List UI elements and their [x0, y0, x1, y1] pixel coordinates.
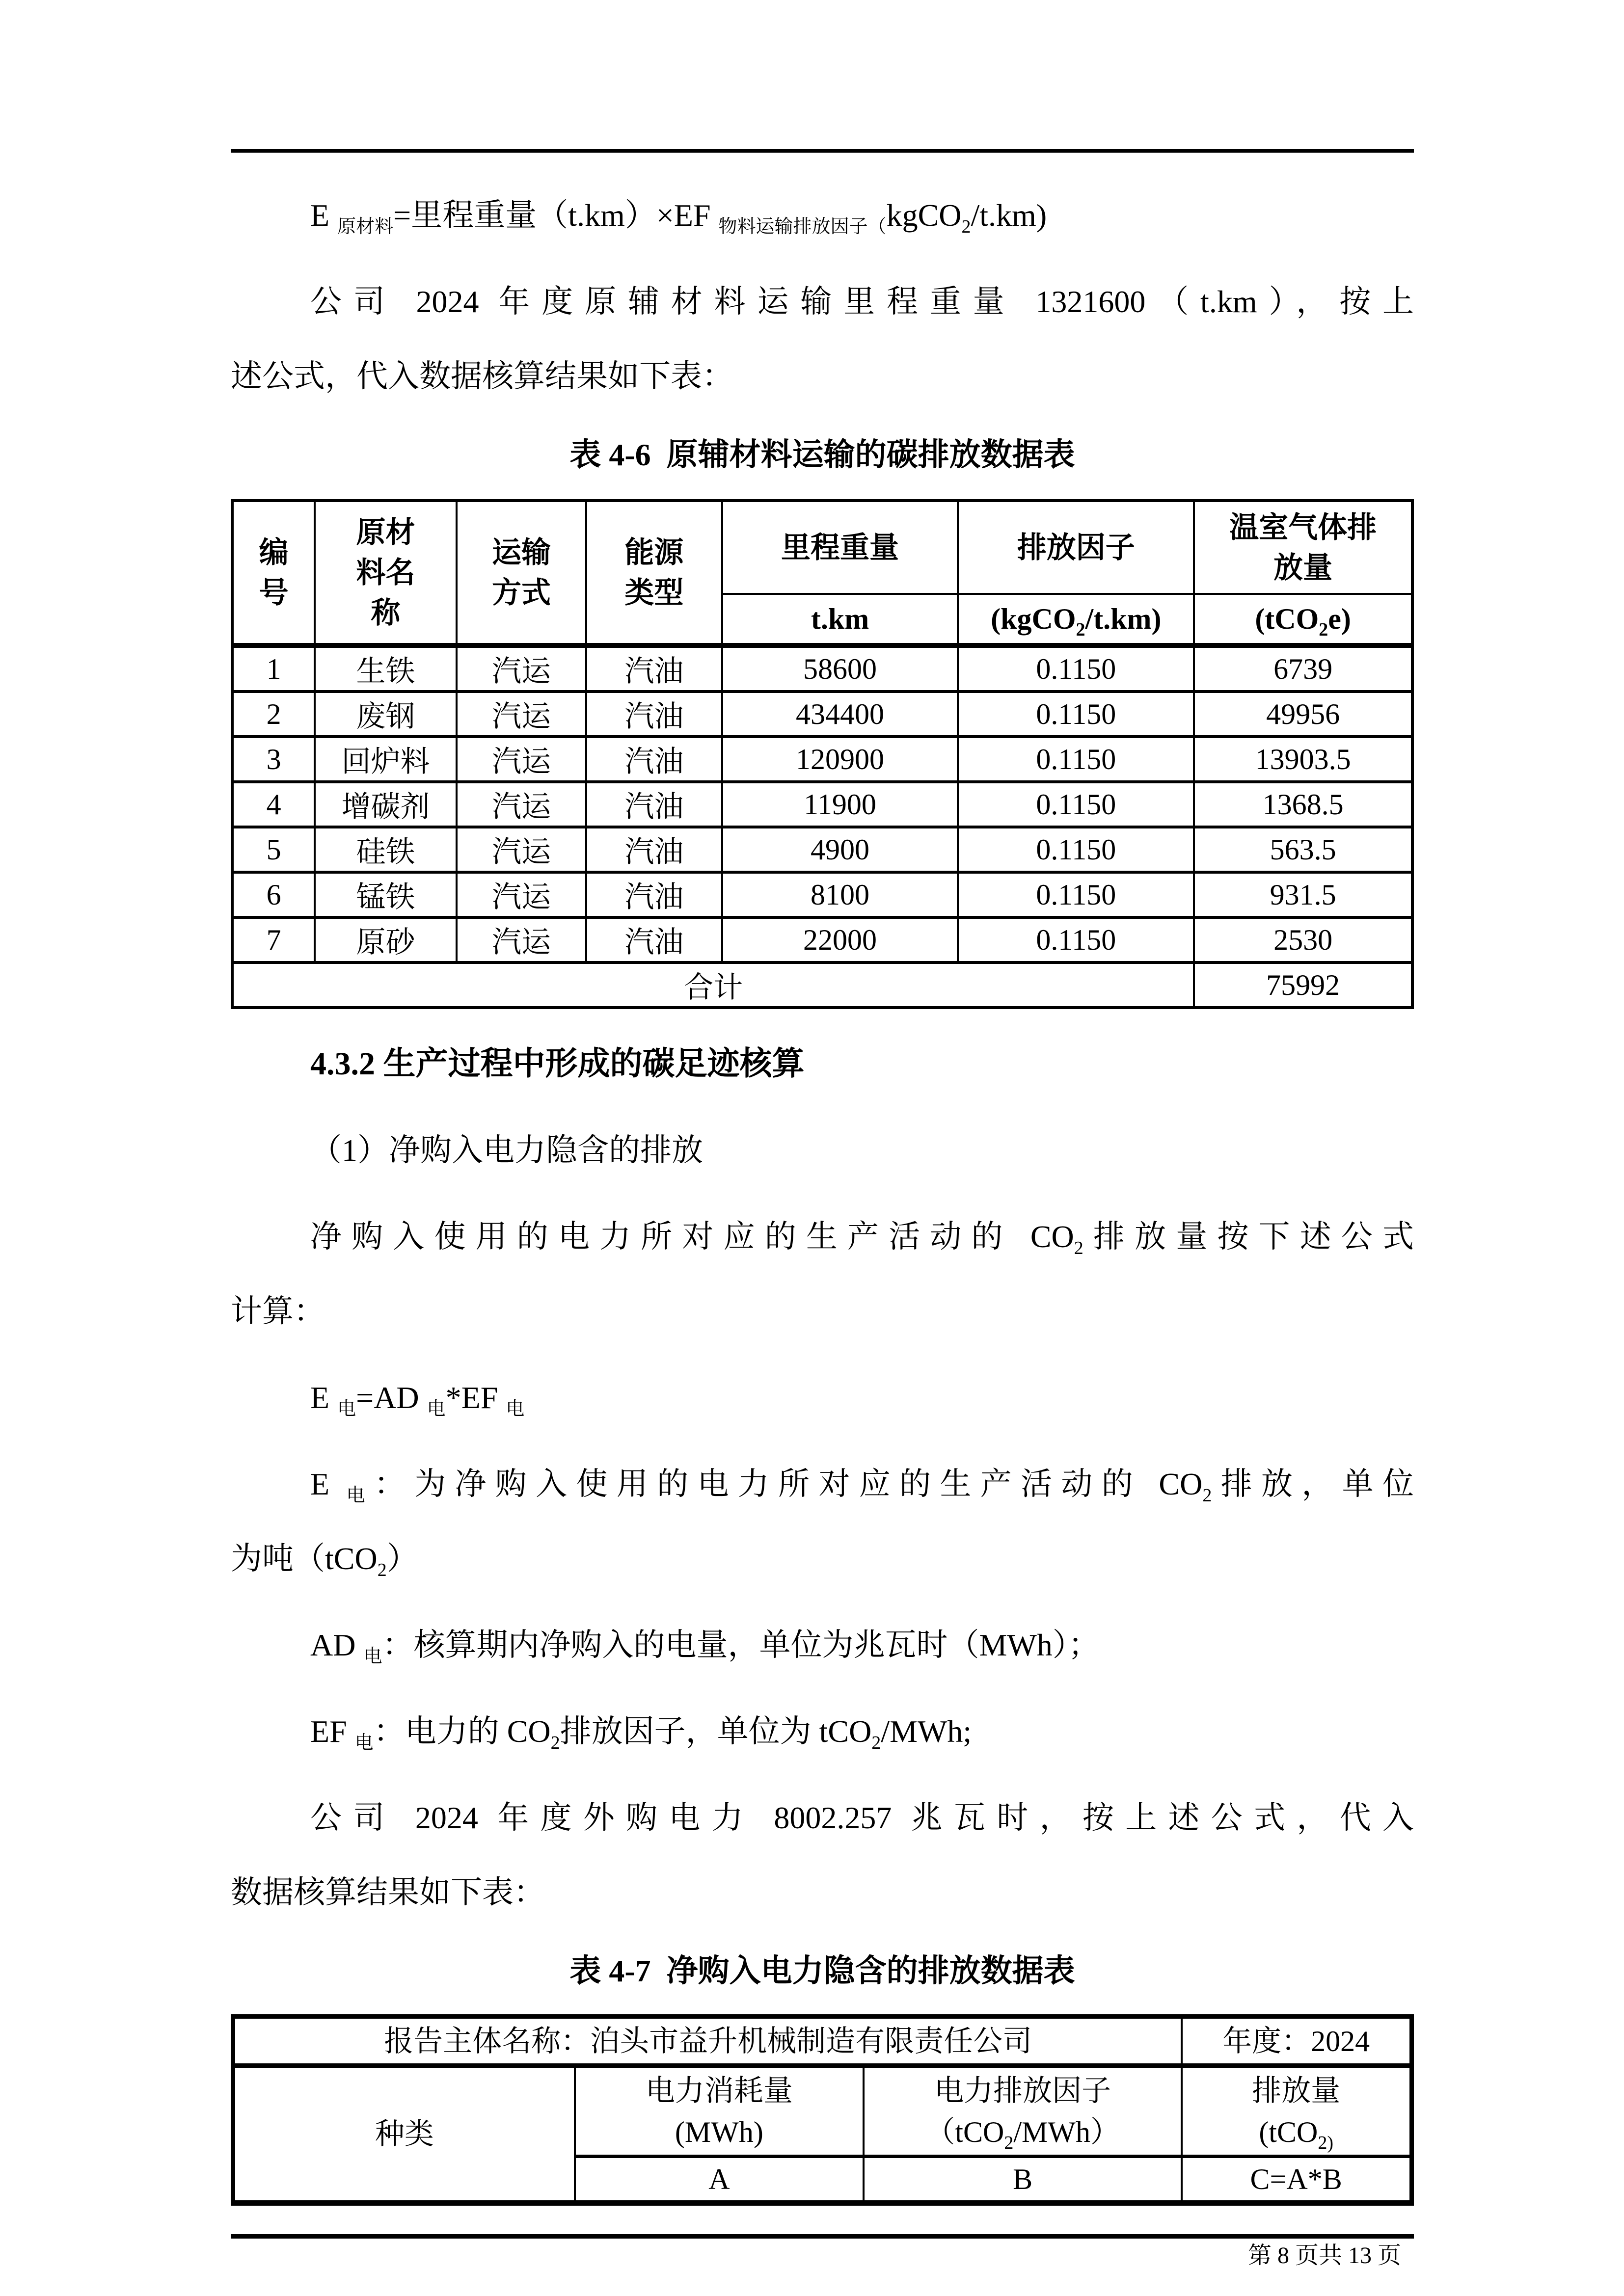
page-footer: 第 8 页共 13 页 [1247, 2243, 1401, 2269]
table-cell: 汽油 [586, 645, 722, 692]
cell-line: 类型 [624, 576, 684, 609]
header-row [233, 2066, 1412, 2157]
paragraph-transport-line2: 述公式，代入数据核算结果如下表： [231, 359, 733, 394]
table-cell: 0.1150 [958, 917, 1194, 962]
subscript-text: 物料运输排放因子 [718, 216, 868, 237]
subscript-text: 2 [1076, 619, 1085, 640]
subscript-text: 电 [354, 1733, 374, 1753]
cell-line: 称 [371, 596, 401, 629]
table-row [232, 692, 1412, 737]
paragraph-item1: （1）净购入电力隐含的排放 [310, 1133, 703, 1168]
table-cell: 4900 [722, 827, 958, 872]
table-cell: 434400 [722, 692, 958, 737]
table-row [232, 737, 1412, 782]
subscript-text: 2 [377, 1560, 387, 1580]
report-entity-name: 报告主体名称：泊头市益升机械制造有限责任公司 [233, 2017, 1182, 2066]
table-cell: 0.1150 [958, 827, 1194, 872]
unit-distance-weight: t.km [722, 594, 958, 645]
report-year: 年度：2024 [1182, 2017, 1411, 2066]
table-row [232, 872, 1412, 917]
paragraph-net-power-line1: 净购入使用的电力所对应的生产活动的 $CO_2$排放量按下述公式 [310, 1219, 1414, 1258]
subscript-text: 电 [346, 1485, 374, 1506]
subscript-text: 电 [506, 1399, 525, 1419]
subscript-text: 电 [427, 1399, 446, 1419]
table-cell: 5 [232, 827, 315, 872]
cell-line: 方式 [491, 576, 551, 609]
paragraph-net-power-line2: 计算： [231, 1294, 325, 1329]
table-cell: 生铁 [315, 645, 456, 692]
subscript-text: 电 [337, 1399, 356, 1419]
subscript-text: 2 [961, 216, 971, 237]
cell-line: 温室气体排 [1229, 511, 1377, 544]
table-cell: 汽运 [457, 872, 586, 917]
formula-raw-material: E $_{原材料}$=里程重量（t.km）×EF $_{物料运输排放因子(}$kgCO$_2$/t.km) [310, 198, 1047, 237]
subscript-text: 电 [363, 1646, 382, 1667]
cell-line: 号 [259, 576, 289, 609]
subscript-text: 2) [1318, 2132, 1333, 2153]
table-cell: 0.1150 [958, 692, 1194, 737]
table-cell: 2 [232, 692, 315, 737]
col-header-distance-weight: 里程重量 [722, 501, 958, 594]
table-cell: 汽油 [586, 737, 722, 782]
report-entity-row [233, 2017, 1412, 2066]
definition-e-line2: 为吨（tCO$_2$） [231, 1541, 418, 1580]
col-header-consumption [575, 2066, 864, 2157]
table-cell: 原砂 [315, 917, 456, 962]
subscript-text: 2 [1004, 2132, 1014, 2153]
footer-rule [231, 2234, 1414, 2239]
page-content [0, 178, 1624, 2206]
table-cell: 13903.5 [1194, 737, 1412, 782]
table-4-6-title: 表 4-6 原辅材料运输的碳排放数据表 [569, 437, 1075, 472]
subscript-text: 2 [871, 1733, 881, 1753]
table-cell: 4 [232, 782, 315, 827]
cell-line: 放量 [1273, 551, 1333, 584]
cell-line: 排放量 [1252, 2074, 1341, 2107]
table-cell: 0.1150 [958, 645, 1194, 692]
table-cell: 8100 [722, 872, 958, 917]
definition-ef: EF $_电$：电力的 $CO_2$排放因子，单位为 tCO$_2$/MWh; [310, 1714, 972, 1753]
cell-line: (MWh) [675, 2115, 763, 2148]
table-cell: 汽运 [457, 782, 586, 827]
table-cell: 563.5 [1194, 827, 1412, 872]
table-cell: 58600 [722, 645, 958, 692]
cell-line: 料名 [356, 556, 415, 589]
table-cell: 0.1150 [958, 737, 1194, 782]
cell-line: （tCO$_2$/MWh） [925, 2115, 1120, 2153]
table-cell: 汽油 [586, 917, 722, 962]
table-cell: 汽运 [457, 692, 586, 737]
definition-e-line1: E $_电$：为净购入使用的电力所对应的生产活动的 $CO_2$排放，单位 [310, 1467, 1414, 1506]
table-cell: 22000 [722, 917, 958, 962]
table-cell: 7 [232, 917, 315, 962]
table-cell: 49956 [1194, 692, 1412, 737]
paragraph-transport-line1: 公司 2024 年度原辅材料运输里程重量 1321600（t.km），按上 [310, 284, 1414, 319]
table-cell: 2530 [1194, 917, 1412, 962]
table-cell: 汽油 [586, 872, 722, 917]
unit-ghg: (tCO$_2$e) [1194, 594, 1412, 645]
col-header-emission [1182, 2066, 1411, 2157]
cell-line: 电力消耗量 [645, 2074, 793, 2107]
col-header-category: 种类 [233, 2066, 575, 2203]
table-cell: 3 [232, 737, 315, 782]
table-row [232, 782, 1412, 827]
subscript-text: 2 [1202, 1485, 1212, 1506]
subscript-text: 2 [1074, 1238, 1083, 1258]
col-header-material [315, 501, 456, 645]
header-rule [231, 0, 1414, 153]
table-row [232, 827, 1412, 872]
col-header-elec-factor [864, 2066, 1182, 2157]
table-cell: 汽油 [586, 692, 722, 737]
table-row [232, 917, 1412, 962]
table-cell: 0.1150 [958, 782, 1194, 827]
table-cell: 6 [232, 872, 315, 917]
col-header-factor: 排放因子 [958, 501, 1194, 594]
cell-line: 运输 [491, 536, 551, 569]
subscript-text: 2 [1319, 619, 1328, 640]
col-header-ghg [1194, 501, 1412, 594]
cell-A: A [575, 2157, 864, 2203]
cell-line: 电力排放因子 [934, 2074, 1111, 2107]
table-cell: 锰铁 [315, 872, 456, 917]
table-cell: 汽油 [586, 827, 722, 872]
unit-factor: (kgCO$_2$/t.km) [958, 594, 1194, 645]
cell-line: 编 [259, 536, 289, 569]
table-4-7 [231, 2014, 1414, 2206]
table-cell: 6739 [1194, 645, 1412, 692]
subscript-text: （ [867, 216, 887, 237]
header-row-main [232, 501, 1412, 594]
table-cell: 汽运 [457, 737, 586, 782]
subscript-text: 原材料 [337, 216, 394, 237]
table-cell: 11900 [722, 782, 958, 827]
table-cell: 汽运 [457, 645, 586, 692]
table-cell: 汽运 [457, 917, 586, 962]
table-cell: 硅铁 [315, 827, 456, 872]
paragraph-purchased-power-line1: 公司 2024 年度外购电力 8002.257 兆瓦时，按上述公式，代入 [310, 1800, 1414, 1835]
table-4-6-footer [232, 962, 1412, 1008]
paragraph-purchased-power-line2: 数据核算结果如下表： [231, 1875, 545, 1910]
cell-line: (tCO$_{2)}$ [1259, 2115, 1333, 2153]
table-cell: 1368.5 [1194, 782, 1412, 827]
col-header-energy [586, 501, 722, 645]
section-heading-432: 4.3.2 生产过程中形成的碳足迹核算 [310, 1046, 805, 1082]
table-cell: 汽油 [586, 782, 722, 827]
total-value: 75992 [1194, 962, 1412, 1008]
total-label: 合计 [232, 962, 1194, 1008]
cell-line: 原材 [356, 516, 415, 549]
table-4-6 [231, 499, 1414, 1009]
cell-line: 能源 [624, 536, 684, 569]
subscript-text: 2 [550, 1733, 560, 1753]
table-cell: 1 [232, 645, 315, 692]
table-4-6-header [232, 501, 1412, 645]
table-row [232, 645, 1412, 692]
col-header-transport [457, 501, 586, 645]
table-cell: 0.1150 [958, 872, 1194, 917]
cell-B: B [864, 2157, 1182, 2203]
total-row [232, 962, 1412, 1008]
cell-C: C=A*B [1182, 2157, 1411, 2203]
col-header-number [232, 501, 315, 645]
table-4-7-title: 表 4-7 净购入电力隐含的排放数据表 [569, 1953, 1075, 1988]
table-cell: 120900 [722, 737, 958, 782]
definition-ad: AD $_电$：核算期内净购入的电量，单位为兆瓦时（MWh）； [310, 1628, 1100, 1667]
formula-electricity: E $_电$=AD $_电$*EF $_电$ [310, 1380, 525, 1419]
table-cell: 回炉料 [315, 737, 456, 782]
table-cell: 增碳剂 [315, 782, 456, 827]
table-4-6-body [232, 645, 1412, 962]
table-cell: 废钢 [315, 692, 456, 737]
table-cell: 汽运 [457, 827, 586, 872]
table-cell: 931.5 [1194, 872, 1412, 917]
